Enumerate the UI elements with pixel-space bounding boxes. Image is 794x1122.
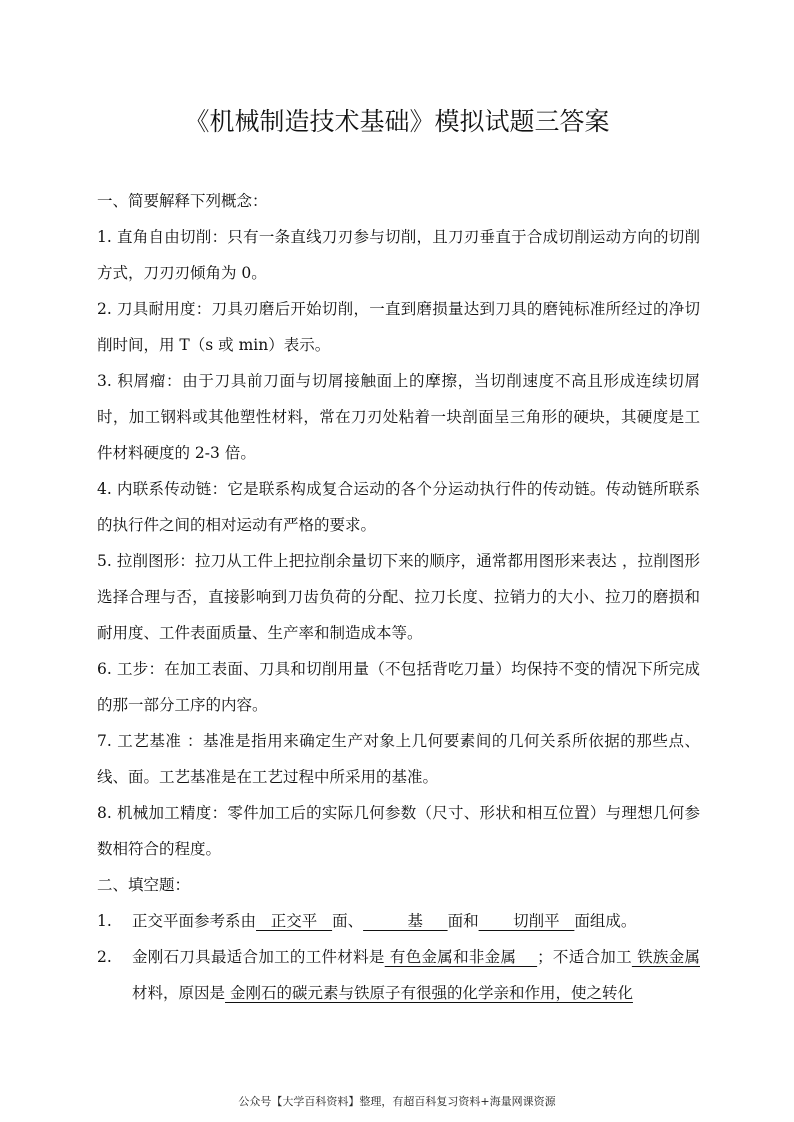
answer-blank: 切削平 xyxy=(478,912,575,930)
definition-item: 7. 工艺基准 ：基准是指用来确定生产对象上几何要素间的几何关系所依据的那些点、线、面。工艺基准是在工艺过程中所采用的基准。 xyxy=(97,732,700,786)
question-text: 面、 xyxy=(332,912,364,930)
definition-item: 4. 内联系传动链：它是联系构成复合运动的各个分运动执行件的传动链。传动链所联系的执行件之间的相对运动有严格的要求。 xyxy=(97,480,700,534)
definition-item: 1. 直角自由切削：只有一条直线刀刃参与切削，且刀刃垂直于合成切削运动方向的切削方式，刀刃刃倾角为 0。 xyxy=(97,228,700,282)
definition-item: 8. 机械加工精度：零件加工后的实际几何参数（尺寸、形状和相互位置）与理想几何参数相符合的程度。 xyxy=(97,804,700,858)
section-heading-fill-blanks: 二、填空题： xyxy=(97,876,191,894)
answer-blank: 有色金属和非金属 xyxy=(384,948,538,966)
question-text: 面组成。 xyxy=(574,912,637,930)
question-number: 1. xyxy=(97,912,112,930)
question-text: ；不适合加工 xyxy=(537,948,632,966)
page-footer: 公众号【大学百科资料】整理，有超百科复习资料+海量网课资源 xyxy=(238,1095,556,1108)
question-text: 面和 xyxy=(447,912,479,930)
definition-item: 3. 积屑瘤：由于刀具前刀面与切屑接触面上的摩擦，当切削速度不高且形成连续切屑时，加工钢料或其他塑性材料，常在刀刃处粘着一块剖面呈三角形的硬块，其硬度是工件材料硬度的 2-3 倍。 xyxy=(97,372,700,462)
question-text: 材料，原因是 xyxy=(132,984,226,1002)
answer-blank: 金刚石的碳元素与铁原子有很强的化学亲和作用，使之转化 xyxy=(225,984,633,1002)
fill-question-2 xyxy=(97,939,700,1011)
question-text: 正交平面参考系由 xyxy=(132,912,257,930)
question-number: 2. xyxy=(97,948,112,966)
question-content xyxy=(132,903,700,939)
section-heading-definitions: 一、简要解释下列概念： xyxy=(97,192,268,210)
fill-question-1 xyxy=(97,903,700,939)
definition-item: 2. 刀具耐用度：刀具刃磨后开始切削，一直到磨损量达到刀具的磨钝标准所经过的净切削时间，用 T（s 或 min）表示。 xyxy=(97,300,700,354)
answer-blank: 铁族金属 xyxy=(631,948,700,966)
question-content xyxy=(132,939,700,1011)
page-title: 《机械制造技术基础》模拟试题三答案 xyxy=(184,107,610,136)
answer-blank: 正交平 xyxy=(256,912,333,930)
answer-blank: 基 xyxy=(363,912,448,930)
definition-item: 5. 拉削图形：拉刀从工件上把拉削余量切下来的顺序，通常都用图形来表达 ，拉削图形选择合理与否，直接影响到刀齿负荷的分配、拉刀长度、拉销力的大小、拉刀的磨损和耐用度、工件表面质量、生产率和制造成本等。 xyxy=(97,552,700,642)
question-text: 金刚石刀具最适合加工的工件材料是 xyxy=(132,948,385,966)
definition-item: 6. 工步：在加工表面、刀具和切削用量（不包括背吃刀量）均保持不变的情况下所完成的那一部分工序的内容。 xyxy=(97,660,700,714)
